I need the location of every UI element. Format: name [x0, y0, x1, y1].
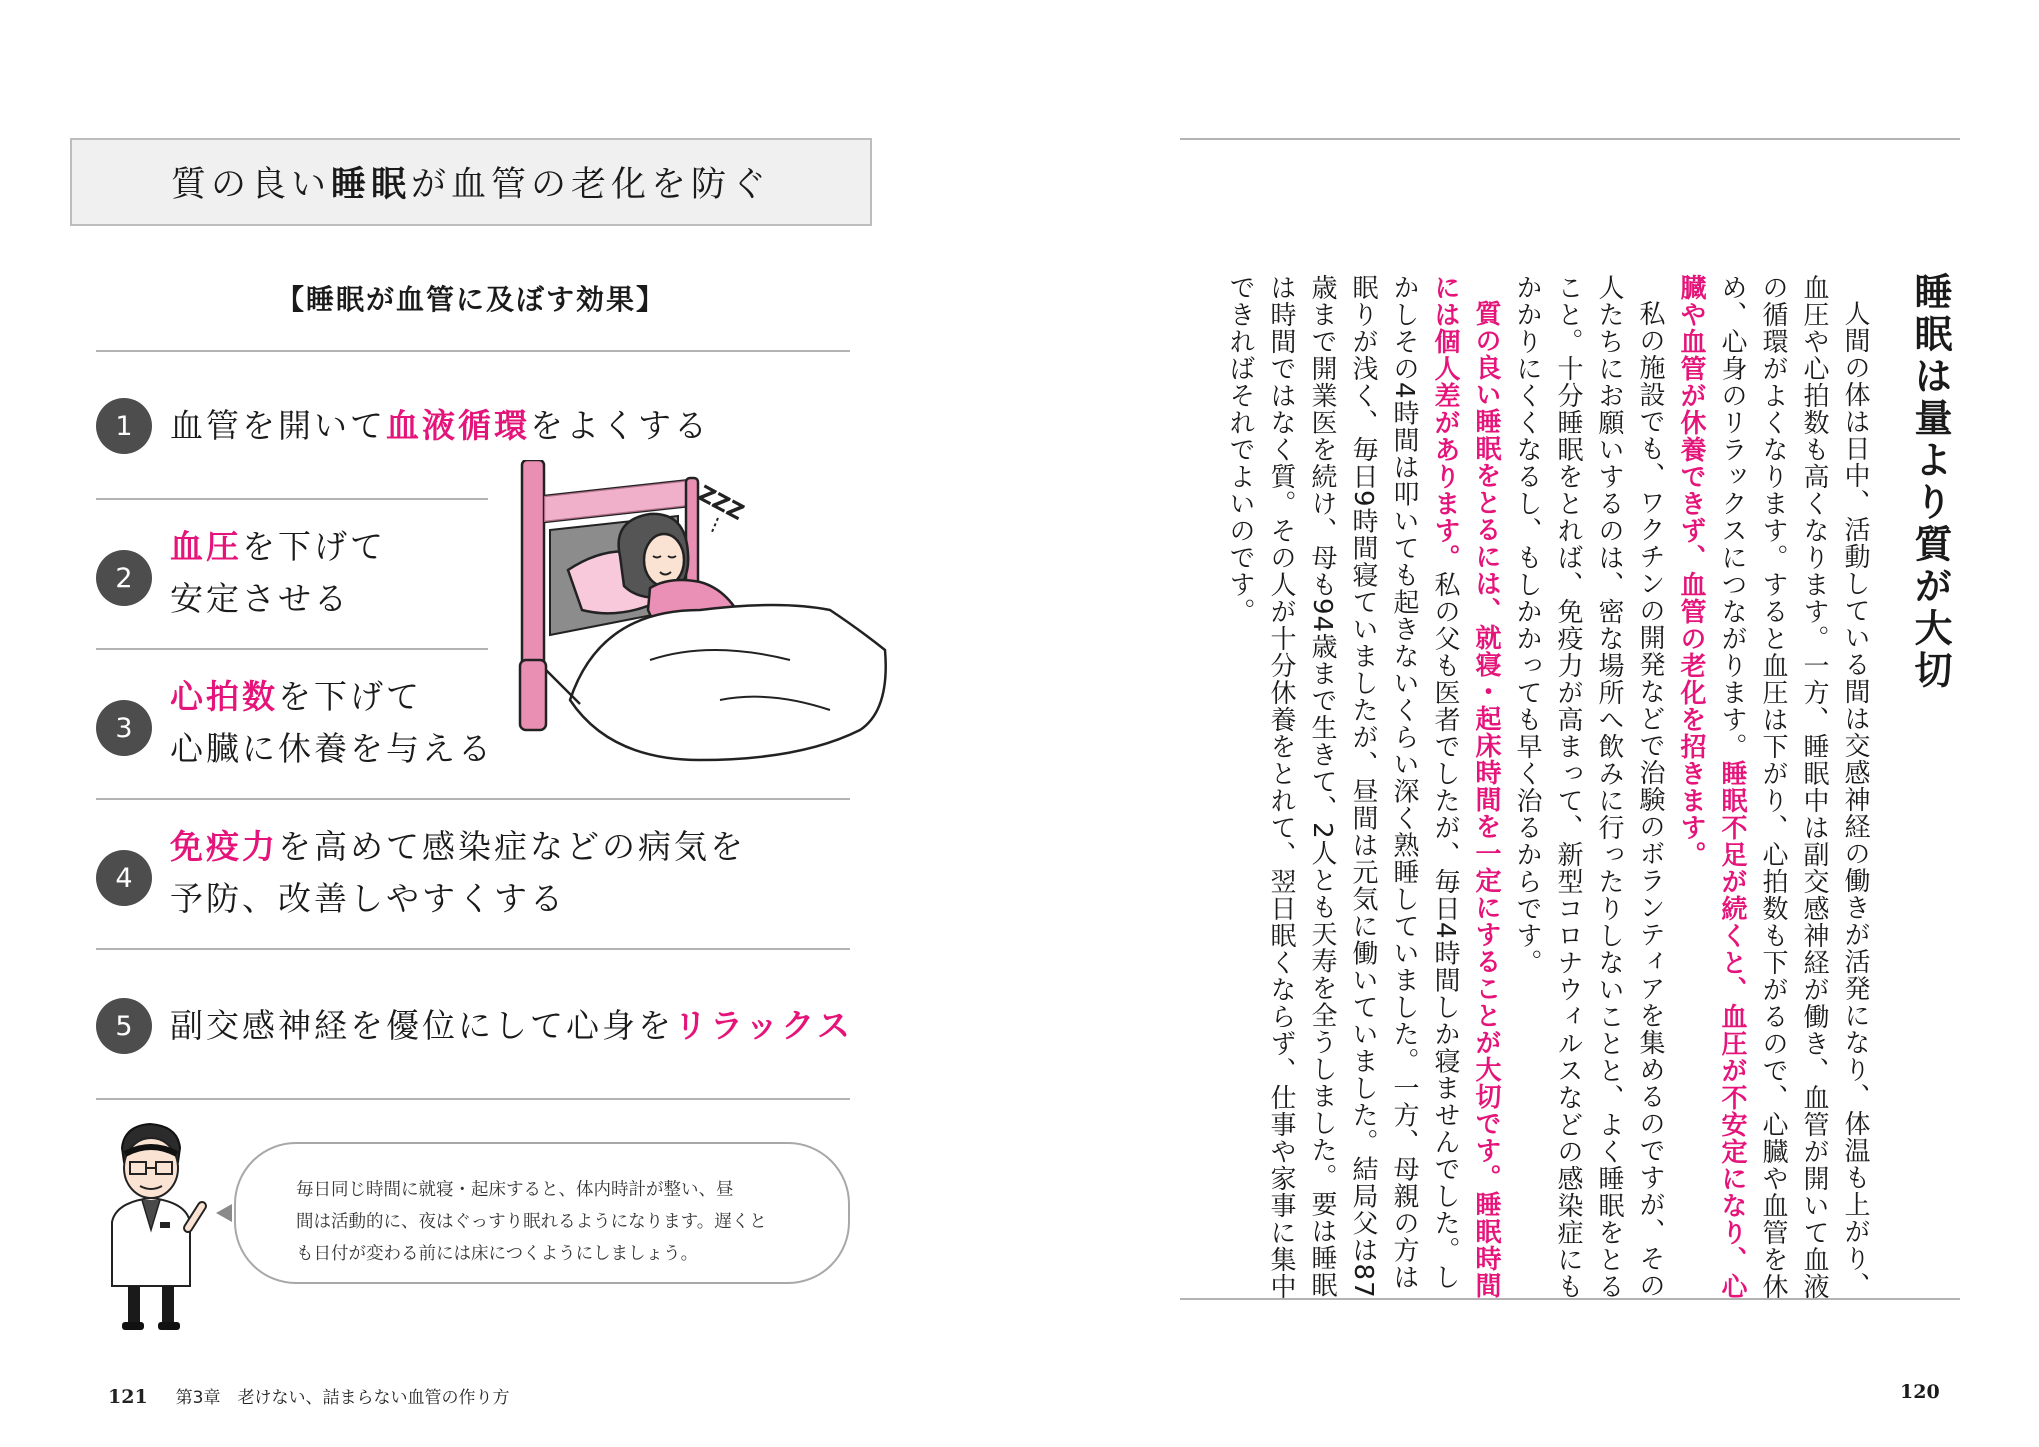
title-part-1: 質の良い	[170, 165, 331, 205]
effect-highlight: 免疫力	[170, 827, 278, 866]
effect-text-line2: 予防、改善しやすくする	[170, 879, 566, 918]
footer-left	[108, 1383, 510, 1408]
paragraph-1	[1670, 274, 1875, 1304]
divider-3	[96, 648, 488, 650]
effect-text	[170, 1000, 853, 1052]
page-number-right: 120	[1900, 1381, 1940, 1403]
effect-text-line2: 安定させる	[170, 579, 350, 618]
effect-highlight: リラックス	[674, 1006, 854, 1045]
number-badge: 2	[96, 550, 152, 606]
article-heading: 睡眠は量より質が大切	[1908, 272, 1952, 692]
effect-highlight: 血液循環	[386, 406, 530, 445]
zzz-label: ZZZ	[693, 481, 748, 526]
chapter-title: 第3章 老けない、詰まらない血管の作り方	[175, 1388, 510, 1408]
doctor-illustration	[92, 1118, 216, 1332]
page-title	[70, 138, 872, 226]
bubble-line: 毎日同じ時間に就寝・起床すると、体内時計が整い、昼	[296, 1180, 734, 1200]
emphasis-text: 睡眠不足が続くと、血圧が不安定になり、心臓や血管が休養できず、血管の老化を招きます。	[1676, 274, 1747, 1300]
effect-text	[170, 821, 746, 925]
effect-text-part: 副交感神経を優位にして心身を	[170, 1006, 674, 1045]
paragraph-text: 人間の体は日中、活動している間は交感神経の働きが活発になり、体温も上がり、血圧や心拍数も高くなります。一方、睡眠中は副交感神経が働き、血管が開いて血液の循環がよくなります。すると血圧は下がり、心拍数も下がるので、心臓や血管を休め、心身のリラックスにつながります。	[1717, 274, 1870, 1300]
paragraph-3	[1219, 274, 1506, 1304]
effect-text-part: を下げて	[242, 527, 386, 566]
number-badge: 3	[96, 700, 152, 756]
title-part-2: 睡眠	[330, 165, 411, 205]
bubble-line: も日付が変わる前には床につくようにしましょう。	[296, 1244, 699, 1264]
divider-1	[96, 350, 850, 352]
effect-text-part: を下げて	[278, 677, 422, 716]
number-badge: 4	[96, 850, 152, 906]
section-subheading: 【睡眠が血管に及ぼす効果】	[275, 283, 666, 316]
effect-text	[170, 671, 494, 775]
right-top-rule	[1180, 138, 1960, 140]
divider-2	[96, 498, 488, 500]
effect-text-part: 血管を開いて	[170, 406, 386, 445]
effect-text-part: をよくする	[530, 406, 710, 445]
divider-4	[96, 798, 850, 800]
effect-highlight: 血圧	[170, 527, 242, 566]
bubble-line: 間は活動的に、夜はぐっすり眠れるようになります。遅くと	[296, 1212, 767, 1232]
effect-text-line2: 心臓に休養を与える	[170, 729, 494, 768]
number-badge: 5	[96, 998, 152, 1054]
page-number-left: 121	[108, 1386, 148, 1408]
paragraph-text: 私の父も医者でしたが、毎日4時間しか寝ませんでした。しかしその4時間は叩いても起きないくらい深く熟睡していました。一方、母親の方は眠りが浅く、毎日9時間寝ていましたが、昼間は元気に働いていました。結局父は87歳まで開業医を続け、母も94歳まで生きて、2人とも天寿を全うしました。要は睡眠は時間ではなく質。その人が十分休養をとれて、翌日眠くならず、仕事や家事に集中できればそれでよいのです。	[1225, 274, 1460, 1300]
paragraph-2	[1506, 274, 1670, 1304]
sleeping-woman-illustration	[500, 460, 890, 790]
effect-text-part: を高めて感染症などの病気を	[278, 827, 746, 866]
divider-6	[96, 1098, 850, 1100]
emphasis-text: 質の良い睡眠をとるには、就寝・起床時間を一定にすることが大切です。睡眠時間には個人差があります。	[1430, 274, 1501, 1299]
paragraph-text: 私の施設でも、ワクチンの開発などで治験のボランティアを集めるのですが、その人たちにお願いするのは、密な場所へ飲みに行ったりしないことと、よく睡眠をとること。十分睡眠をとれば、免疫力が高まって、新型コロナウィルスなどの感染症にもかかりにくくなるし、もしかかっても早く治るからです。	[1512, 274, 1665, 1300]
speech-bubble-pointer	[216, 1204, 232, 1222]
title-part-3: が血管の老化を防ぐ	[411, 165, 772, 205]
number-badge: 1	[96, 398, 152, 454]
divider-5	[96, 948, 850, 950]
effect-text	[170, 400, 710, 452]
doctor-speech-bubble	[234, 1142, 850, 1284]
effect-highlight: 心拍数	[170, 677, 278, 716]
effect-text	[170, 521, 386, 625]
article-body	[1175, 274, 1875, 1304]
